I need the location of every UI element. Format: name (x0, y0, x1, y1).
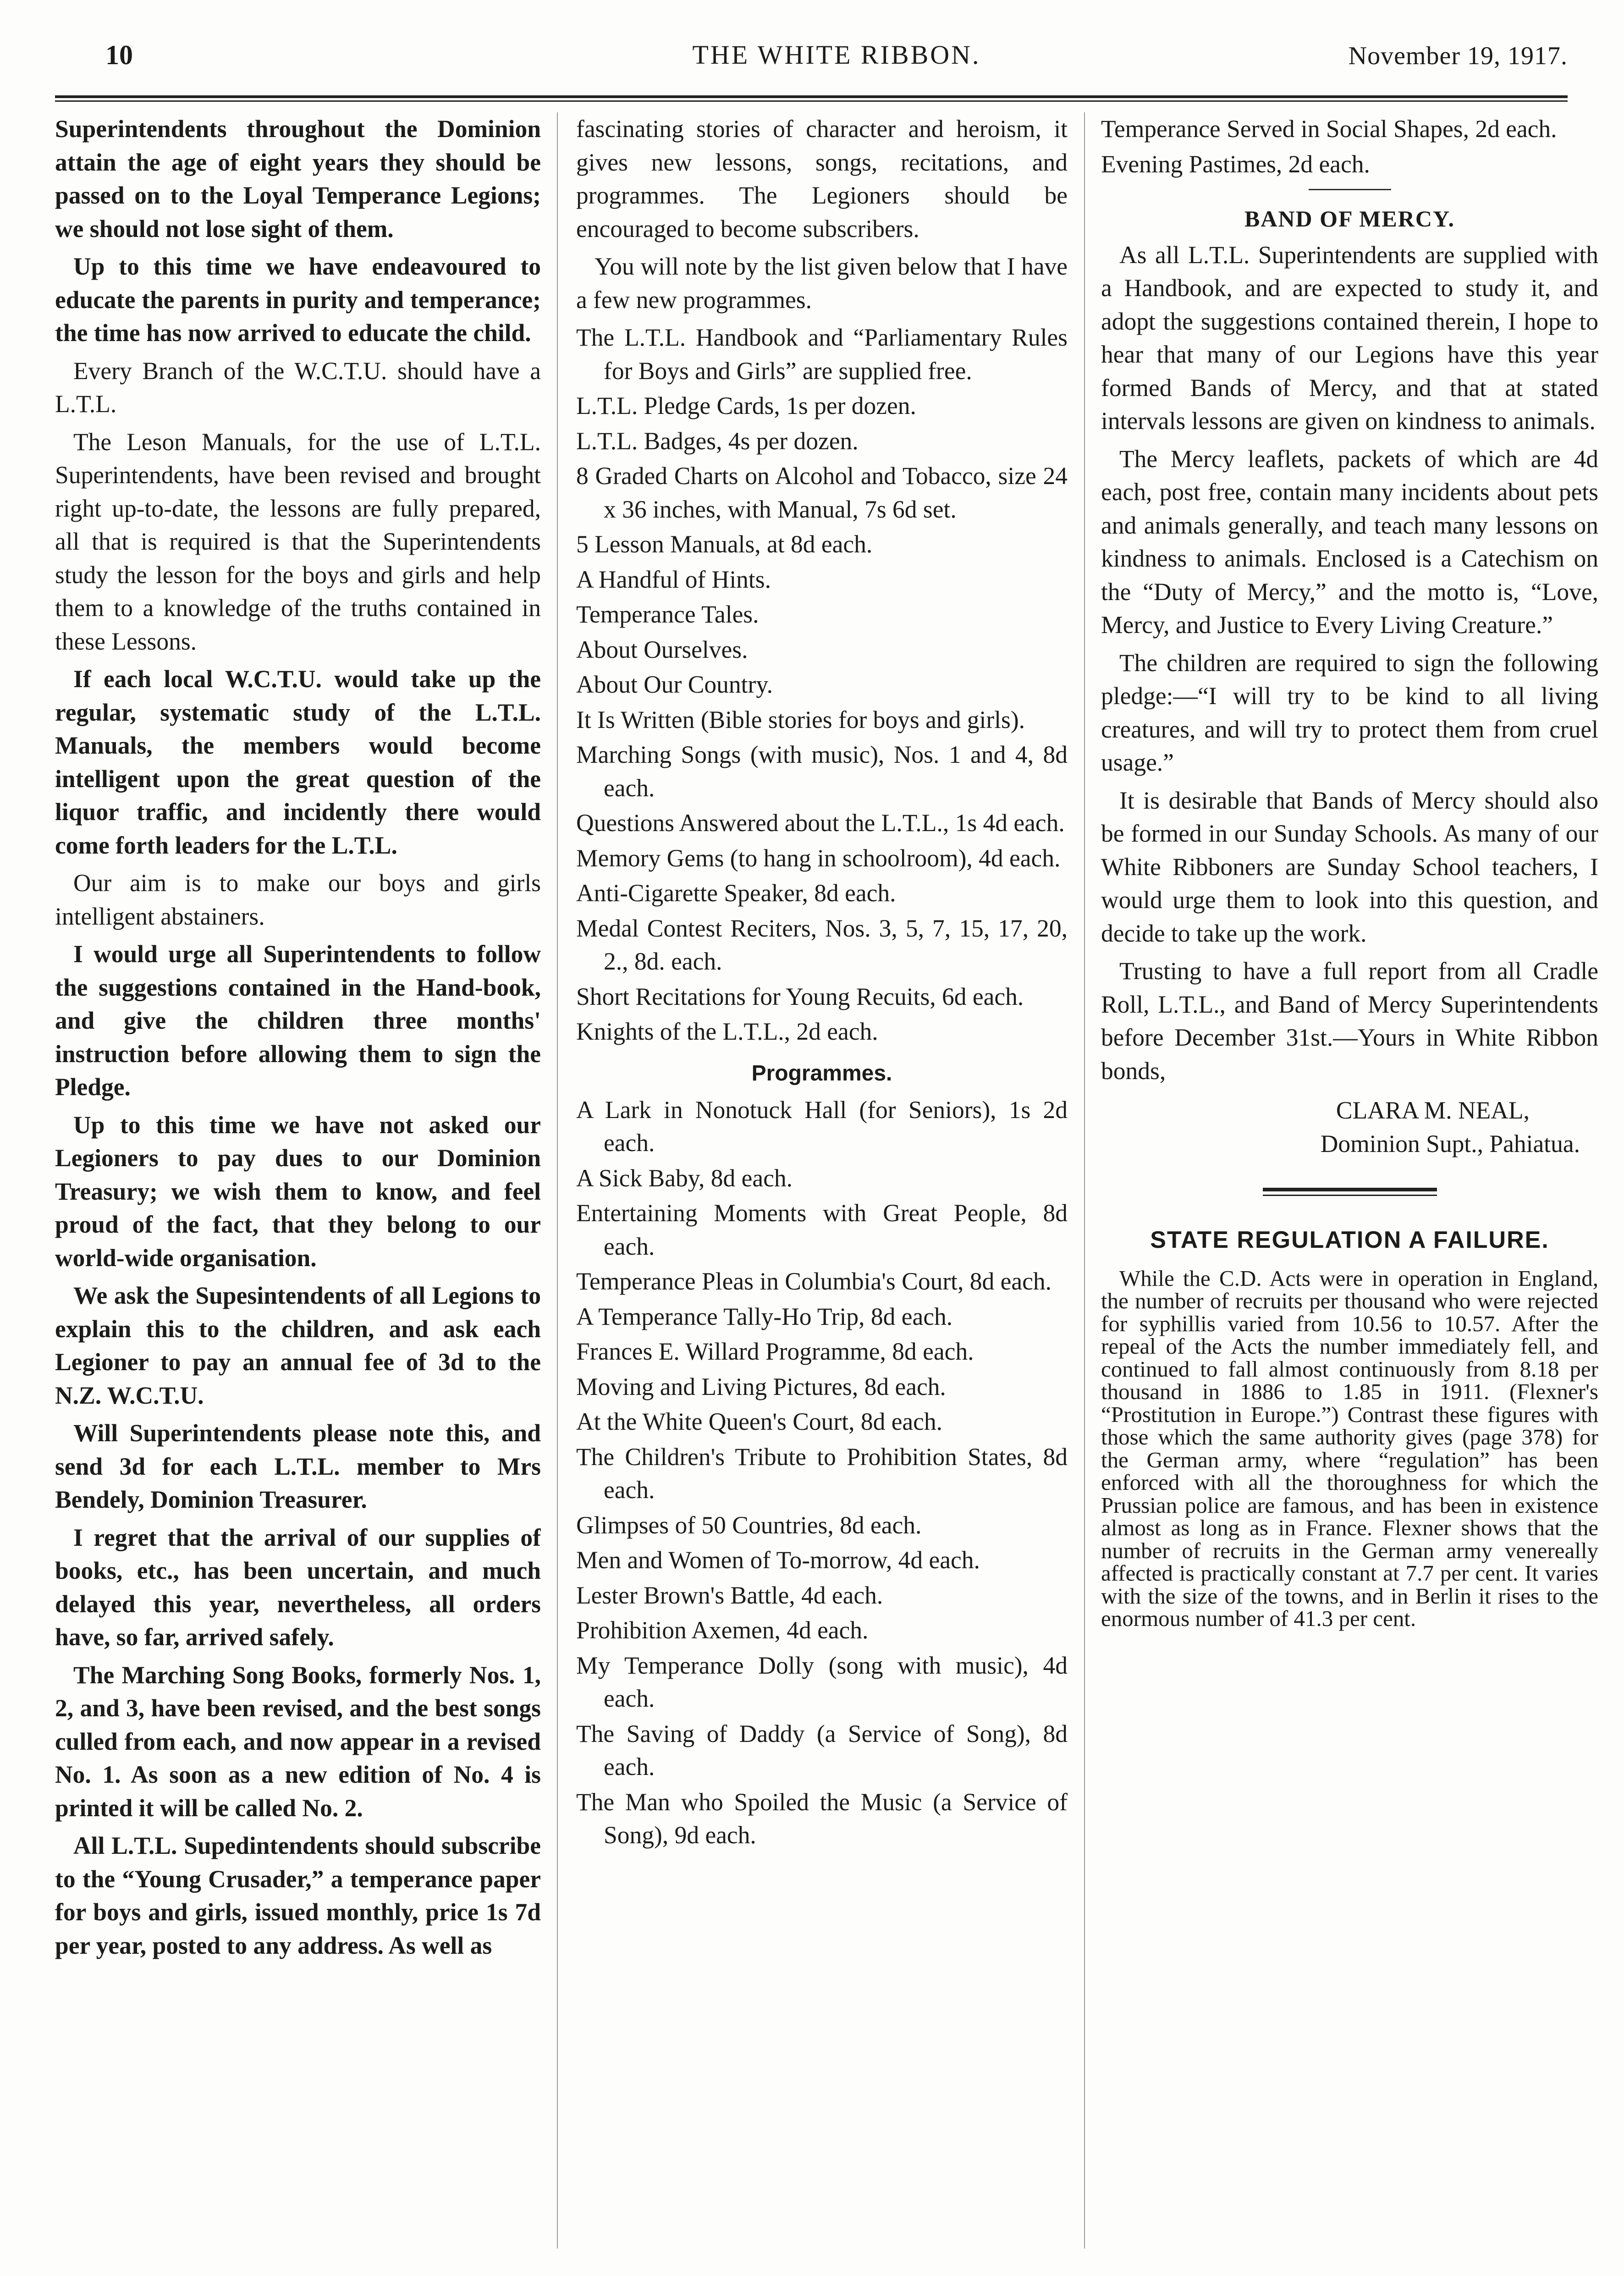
band-of-mercy-article (1101, 238, 1598, 1088)
programmes-heading: Programmes. (751, 1061, 892, 1086)
column-divider (1084, 112, 1085, 2248)
paragraph: I would urge all Superintendents to follow the suggestions contained in the Hand-book, and give the children three months' instruction before allowing them to sign the Pledge. (55, 940, 541, 1101)
list-item: A Sick Baby, 8d each. (576, 1164, 793, 1192)
paragraph: Every Branch of the W.C.T.U. should have a L.T.L. (55, 357, 541, 418)
state-regulation-heading: STATE REGULATION A FAILURE. (1150, 1227, 1549, 1253)
paragraph: I regret that the arrival of our supplies of books, etc., has been uncertain, and much delayed this year, nevertheless, all orders have, so far, arrived safely. (55, 1523, 541, 1651)
list-item: Lester Brown's Battle, 4d each. (576, 1581, 883, 1609)
list-item: The Man who Spoiled the Music (a Service of Song), 9d each. (576, 1788, 1068, 1849)
paragraph: Trusting to have a full report from all Cradle Roll, L.T.L., and Band of Mercy Superintendents before December 31st.—Yours in White Ribbon bonds, (1101, 957, 1598, 1085)
list-item: Memory Gems (to hang in schoolroom), 4d each. (576, 844, 1061, 872)
list-item: My Temperance Dolly (song with music), 4d each. (576, 1651, 1068, 1712)
paragraph: Our aim is to make our boys and girls intelligent abstainers. (55, 869, 541, 930)
state-regulation-body: While the C.D. Acts were in operation in England, the number of recruits per thousand who were rejected for syphillis varied from 10.56 to 10.57. After the repeal of the Acts the number immediately fell, and continued to fall almost continuously from 8.18 per thousand in 1886 to 1.85 in 1911. (Flexner's “Prostitution in Europe.”) Contrast these figures with those which the same authority gives (page 378) for the German army, where “regulation” has been enforced with all the thoroughness for which the Prussian police are famous, and has been in existence almost as long as in France. Flexner shows that the number of recruits in the German army venereally affected is practically constant at 7.7 per cent. It varies with the size of the towns, and in Berlin it rises to the enormous number of 41.3 per cent. (1101, 1265, 1598, 1631)
list-item: Anti-Cigarette Speaker, 8d each. (576, 879, 896, 907)
programmes-list-continued (1101, 112, 1598, 181)
list-item: A Temperance Tally-Ho Trip, 8d each. (576, 1302, 953, 1330)
list-item: A Lark in Nonotuck Hall (for Seniors), 1s 2d each. (576, 1096, 1068, 1157)
list-item: Prohibition Axemen, 4d each. (576, 1616, 869, 1644)
list-item: Temperance Served in Social Shapes, 2d each. (1101, 115, 1557, 143)
list-item: Short Recitations for Young Recuits, 6d each. (576, 982, 1024, 1010)
signature-name: CLARA M. NEAL, (1336, 1097, 1530, 1124)
article-divider (1263, 1188, 1437, 1196)
list-item: Temperance Tales. (576, 601, 759, 628)
signature-title: Dominion Supt., Pahiatua. (1320, 1130, 1580, 1157)
ltl-article-continued (55, 112, 541, 1962)
paragraph: fascinating stories of character and heroism, it gives new lessons, songs, recitations, and programmes. The Legioners should be encouraged to become subscribers. (576, 115, 1068, 242)
paragraph: Up to this time we have not asked our Legioners to pay dues to our Dominion Treasury; we wish them to know, and feel proud of the fact, that they belong to our world-wide organisation. (55, 1111, 541, 1272)
list-item: About Our Country. (576, 671, 773, 698)
supplies-list (576, 321, 1068, 1048)
list-item: Questions Answered about the L.T.L., 1s 4d each. (576, 809, 1065, 837)
issue-date: November 19, 1917. (1348, 42, 1568, 70)
paragraph: You will note by the list given below that I have a few new programmes. (576, 253, 1068, 314)
page-number: 10 (105, 40, 133, 70)
paragraph: The Leson Manuals, for the use of L.T.L. Superintendents, have been revised and brought right up-to-date, the lessons are fully prepared, all that is required is that the Superintendents study the lesson for the boys and girls and help them to a knowledge of the truths contained in these Lessons. (55, 428, 541, 655)
paragraph: As all L.T.L. Superintendents are supplied with a Handbook, and are expected to study it, and adopt the suggestions contained therein, I hope to hear that many of our Legions have this year formed Bands of Mercy, and that at stated intervals lessons are given on kindness to animals. (1101, 241, 1598, 435)
paragraph: If each local W.C.T.U. would take up the regular, systematic study of the L.T.L. Manuals, the members would become intelligent upon the great question of the liquor traffic, and incidently there would come forth leaders for the L.T.L. (55, 665, 541, 859)
list-item: Entertaining Moments with Great People, 8d each. (576, 1199, 1068, 1260)
paragraph: The Mercy leaflets, packets of which are 4d each, post free, contain many incidents about pets and animals generally, and teach many lessons on kindness to animals. Enclosed is a Catechism on the “Duty of Mercy,” and the motto is, “Love, Mercy, and Justice to Every Living Creature.” (1101, 445, 1598, 639)
column-divider (557, 112, 558, 2248)
programmes-list (576, 1093, 1068, 1852)
list-item: Knights of the L.T.L., 2d each. (576, 1018, 878, 1045)
list-item: Marching Songs (with music), Nos. 1 and 4, 8d each. (576, 741, 1068, 802)
paragraph: Up to this time we have endeavoured to educate the parents in purity and temperance; the time has now arrived to educate the child. (55, 253, 541, 347)
band-of-mercy-heading: BAND OF MERCY. (1244, 206, 1455, 231)
paragraph: Will Superintendents please note this, and send 3d for each L.T.L. member to Mrs Bendely, Dominion Treasurer. (55, 1419, 541, 1513)
paragraph: We ask the Supesintendents of all Legions to explain this to the children, and ask each Legioner to pay an annual fee of 3d to the N.Z. W.C.T.U. (55, 1282, 541, 1409)
list-item: L.T.L. Pledge Cards, 1s per dozen. (576, 392, 916, 419)
list-item: A Handful of Hints. (576, 565, 771, 593)
list-item: Men and Women of To-morrow, 4d each. (576, 1546, 980, 1574)
column-one (55, 112, 541, 2258)
list-item: The L.T.L. Handbook and “Parliamentary Rules for Boys and Girls” are supplied free. (576, 324, 1068, 385)
list-item: It Is Written (Bible stories for boys and girls). (576, 705, 1025, 733)
list-item: Evening Pastimes, 2d each. (1101, 150, 1370, 178)
column-three (1101, 112, 1598, 2258)
paragraph: The Marching Song Books, formerly Nos. 1, 2, and 3, have been revised, and the best songs culled from each, and now appear in a revised No. 1. As soon as a new edition of No. 4 is printed it will be called No. 2. (55, 1661, 541, 1822)
crusader-continued (576, 112, 1068, 316)
paragraph: It is desirable that Bands of Mercy should also be formed in our Sunday Schools. As many of our White Ribboners are Sunday School teachers, I would urge them to look into this question, and decide to take up the work. (1101, 786, 1598, 947)
list-item: Glimpses of 50 Countries, 8d each. (576, 1511, 922, 1539)
list-item: Temperance Pleas in Columbia's Court, 8d each. (576, 1268, 1051, 1295)
masthead-title: THE WHITE RIBBON. (692, 40, 981, 70)
list-item: About Ourselves. (576, 635, 748, 663)
paragraph: The children are required to sign the following pledge:—“I will try to be kind to all living creatures, and will try to protect them from cruel usage.” (1101, 649, 1598, 776)
section-divider (1309, 189, 1391, 190)
list-item: L.T.L. Badges, 4s per dozen. (576, 427, 859, 455)
list-item: Medal Contest Reciters, Nos. 3, 5, 7, 15, 17, 20, 2., 8d. each. (576, 914, 1068, 975)
paragraph: All L.T.L. Supedintendents should subscribe to the “Young Crusader,” a temperance paper for boys and girls, issued monthly, price 1s 7d per year, posted to any address. As well as (55, 1832, 541, 1959)
list-item: 8 Graded Charts on Alcohol and Tobacco, size 24 x 36 inches, with Manual, 7s 6d set. (576, 462, 1068, 523)
list-item: Frances E. Willard Programme, 8d each. (576, 1338, 974, 1365)
page-header (105, 36, 1568, 77)
header-rule (55, 95, 1568, 102)
list-item: 5 Lesson Manuals, at 8d each. (576, 530, 873, 558)
list-item: Moving and Living Pictures, 8d each. (576, 1372, 946, 1400)
column-two (576, 112, 1068, 2258)
paragraph: Superintendents throughout the Dominion attain the age of eight years they should be passed on to the Loyal Temperance Legions; we should not lose sight of them. (55, 115, 541, 242)
list-item: At the White Queen's Court, 8d each. (576, 1408, 943, 1435)
list-item: The Children's Tribute to Prohibition States, 8d each. (576, 1443, 1068, 1504)
list-item: The Saving of Daddy (a Service of Song), 8d each. (576, 1719, 1068, 1780)
